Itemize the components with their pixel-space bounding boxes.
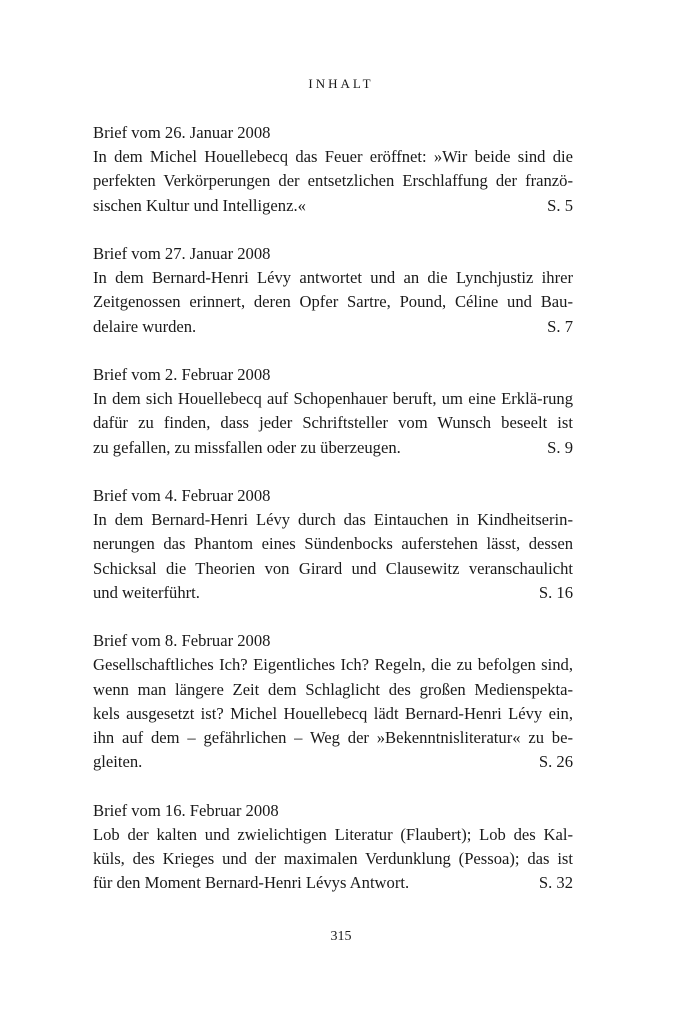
page-number-folio: 315 (330, 929, 352, 944)
toc-entry (93, 363, 573, 460)
entry-text-line: In dem sich Houellebecq auf Schopenhauer beruft, um eine Erklä-rung (93, 389, 573, 409)
entry-last-line (93, 315, 573, 339)
entry-date: Brief vom 16. Februar 2008 (93, 800, 279, 820)
toc-entry (93, 799, 573, 896)
entry-text-line: Zeitgenossen erinnert, deren Opfer Sartre, Pound, Céline und Bau- (93, 292, 573, 312)
entry-date: Brief vom 8. Februar 2008 (93, 631, 271, 651)
entry-text-line: In dem Bernard-Henri Lévy durch das Eintauchen in Kindheitserin- (93, 510, 573, 530)
toc-entry (93, 484, 573, 605)
entry-text-line: kels ausgesetzt ist? Michel Houellebecq lädt Bernard-Henri Lévy ein, (93, 703, 573, 723)
entry-last-line (93, 436, 573, 460)
entry-text-line: für den Moment Bernard-Henri Lévys Antwort. (93, 873, 410, 893)
entry-date: Brief vom 4. Februar 2008 (93, 486, 271, 505)
entry-text-line: küls, des Krieges und der maximalen Verdunklung (Pessoa); das ist (93, 849, 573, 869)
entry-last-line (93, 750, 573, 774)
entry-text-line: Gesellschaftliches Ich? Eigentliches Ich? Regeln, die zu befolgen sind, (93, 655, 573, 675)
entry-last-line (93, 871, 573, 895)
entry-text-line: delaire wurden. (93, 316, 197, 336)
entry-text-line: sischen Kultur und Intelligenz.« (93, 195, 306, 215)
entry-text-line: zu gefallen, zu missfallen oder zu überzeugen. (93, 437, 401, 457)
page-heading: INHALT (308, 76, 374, 91)
entry-text-line: und weiterführt. (93, 582, 200, 602)
entry-page-number: S. 7 (547, 316, 573, 336)
toc-entry (93, 242, 573, 339)
toc-entry (93, 121, 573, 218)
entry-page-number: S. 5 (547, 195, 573, 215)
entry-text-line: Lob der kalten und zwielichtigen Literatur (Flaubert); Lob des Kal- (93, 824, 573, 844)
entry-text-line: Schicksal die Theorien von Girard und Clausewitz veranschaulicht (93, 558, 573, 578)
entry-text-line: gleiten. (93, 752, 143, 772)
toc-entry (93, 629, 573, 774)
entry-page-number: S. 32 (538, 873, 573, 893)
table-of-contents (93, 121, 573, 920)
entry-page-number: S. 9 (547, 437, 573, 457)
entry-date: Brief vom 2. Februar 2008 (93, 365, 271, 384)
entry-date: Brief vom 27. Januar 2008 (93, 244, 271, 263)
entry-text-line: ihn auf dem – gefährlichen – Weg der »Bekenntnisliteratur« zu be- (93, 728, 573, 748)
entry-page-number: S. 16 (538, 582, 573, 602)
entry-last-line (93, 194, 573, 218)
entry-text-line: dafür zu finden, dass jeder Schriftsteller vom Wunsch beseelt ist (93, 413, 573, 433)
entry-page-number: S. 26 (538, 752, 573, 772)
entry-text-line: wenn man längere Zeit dem Schlaglicht des großen Medienspekta- (93, 679, 573, 699)
entry-text-line: perfekten Verkörperungen der entsetzlichen Erschlaffung der franzö- (93, 171, 573, 191)
entry-last-line (93, 581, 573, 605)
entry-date: Brief vom 26. Januar 2008 (93, 123, 271, 142)
entry-text-line: nerungen das Phantom eines Sündenbocks auferstehen lässt, dessen (93, 534, 573, 554)
entry-text-line: In dem Michel Houellebecq das Feuer eröffnet: »Wir beide sind die (93, 147, 573, 167)
entry-text-line: In dem Bernard-Henri Lévy antwortet und an die Lynchjustiz ihrer (93, 268, 573, 288)
